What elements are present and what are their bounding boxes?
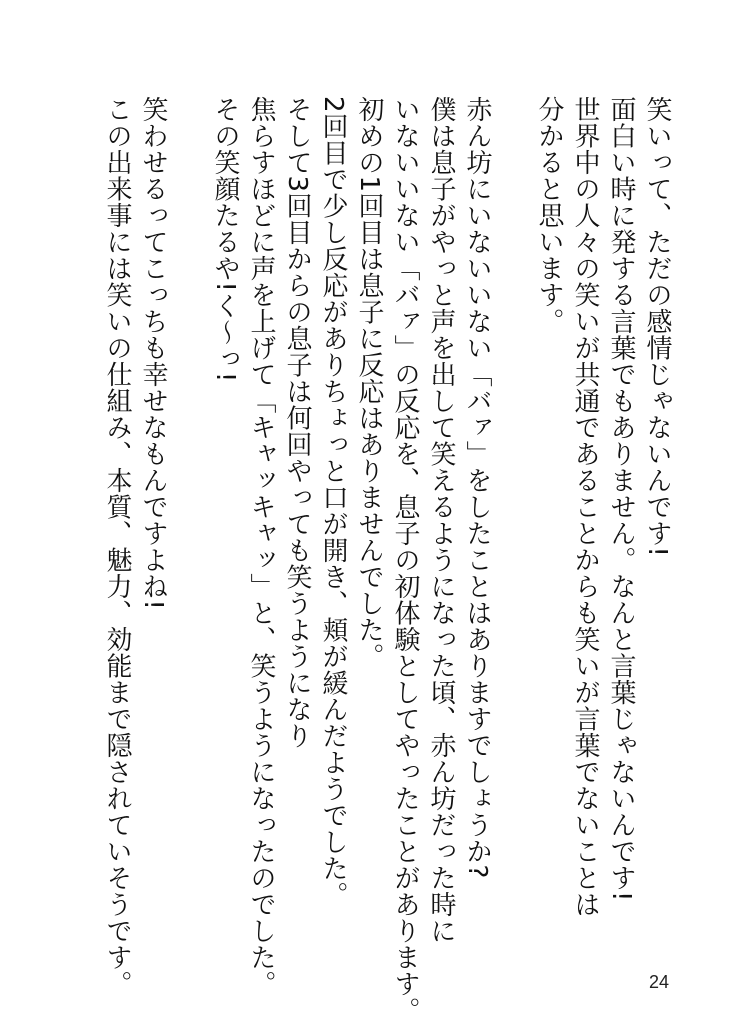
paragraph-gap [495,96,531,946]
page-number: 24 [648,972,669,992]
text-line: 2回目で少し反応がありちょっと口が開き、頬が緩んだようでした。 [318,96,348,909]
text-line: 僕は息子がやっと声を出して笑えるようになった頃、赤ん坊だった時に [426,96,456,944]
text-line: 焦らすほどに声を上げて「キャッキャッ」と、笑うようになったのでした。 [246,96,276,997]
text-line: 初めの1回目は息子に反応はありませんでした。 [354,96,384,670]
text-line: いないいない「バァ」の反応を、息子の初体験としてやったことがあります。 [390,96,420,1024]
text-line: 赤ん坊にいないいない「バァ」をしたことはありますでしょうか? [462,96,492,879]
text-line: 分かると思います。 [534,96,564,335]
text-line: この出来事には笑いの仕組み、本質、魅力、効能まで隠されていそうです。 [102,96,132,997]
text-line: 笑わせるってこっちも幸せなもんですよね! [138,96,168,611]
text-line: 世界中の人々の笑いが共通であることからも笑いが言葉でないことは [570,96,600,918]
text-line: そして3回目からの息子は何回やっても笑うようになり [282,96,312,750]
text-line: その笑顔たるや!く〜っ! [210,96,240,383]
text-line: 笑いって、ただの感情じゃないんです! [642,96,672,558]
paragraph-gap [171,96,207,946]
paragraph-3 [99,96,171,997]
text-line: 面白い時に発する言葉でもありません。なんと言葉じゃないんです! [606,96,636,902]
paragraph-2 [207,96,495,1024]
paragraph-1 [531,96,675,946]
